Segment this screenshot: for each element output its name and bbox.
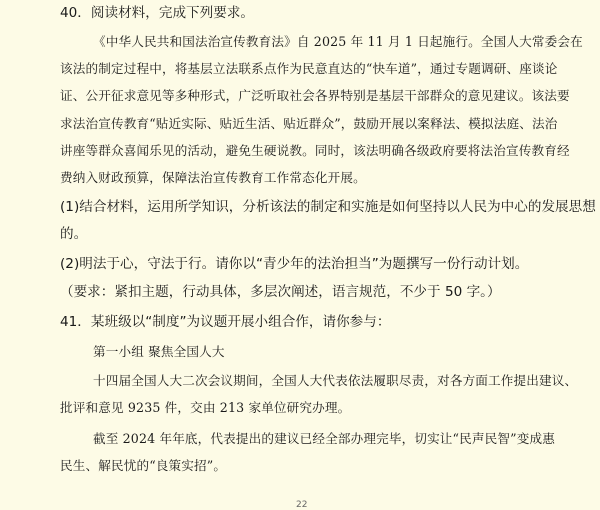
q40-sub1-line-1: (1)结合材料，运用所学知识，分析该法的制定和实施是如何坚持以人民为中心的发展思想 bbox=[60, 199, 596, 215]
q41-group-title: 第一小组 聚焦全国人大 bbox=[93, 344, 225, 359]
q40-material-line-1: 《中华人民共和国法治宣传教育法》自 2025 年 11 月 1 日起施行。全国人大常委会在 bbox=[93, 34, 583, 49]
q41-para1-line-1: 十四届全国人大二次会议期间，全国人大代表依法履职尽责，对各方面工作提出建议、 bbox=[93, 373, 578, 388]
q40-material-line-6: 费纳入财政预算，保障法治宣传教育工作常态化开展。 bbox=[60, 170, 366, 185]
page-number: 22 bbox=[296, 500, 308, 510]
q41-para2-line-2: 民生、解民忧的“良策实招”。 bbox=[60, 458, 227, 473]
q40-header: 40．阅读材料，完成下列要求。 bbox=[60, 5, 255, 21]
q41-para1-line-2: 批评和意见 9235 件，交由 213 家单位研究办理。 bbox=[60, 400, 351, 415]
q40-material-line-4: 求法治宣传教育“贴近实际、贴近生活、贴近群众”，鼓励开展以案释法、模拟法庭、法治 bbox=[60, 116, 558, 131]
q40-sub1-line-2: 的。 bbox=[60, 226, 88, 242]
q40-material-line-5: 讲座等群众喜闻乐见的活动，避免生硬说教。同时，该法明确各级政府要将法治宣传教育经 bbox=[60, 143, 570, 158]
q41-header: 41．某班级以“制度”为议题开展小组合作，请你参与： bbox=[60, 314, 391, 330]
q41-para2-line-1: 截至 2024 年年底，代表提出的建议已经全部办理完毕，切实让“民声民智”变成惠 bbox=[93, 431, 555, 446]
q40-sub2: (2)明法于心，守法于行。请你以“青少年的法治担当”为题撰写一份行动计划。 bbox=[60, 256, 529, 272]
q40-material-line-2: 该法的制定过程中，将基层立法联系点作为民意直达的“快车道”，通过专题调研、座谈论 bbox=[60, 61, 558, 76]
q40-material-line-3: 证、公开征求意见等多种形式，广泛听取社会各界特别是基层干部群众的意见建议。该法要 bbox=[60, 88, 570, 103]
q40-requirement: （要求：紧扣主题，行动具体，多层次阐述，语言规范，不少于 50 字。） bbox=[60, 284, 501, 300]
